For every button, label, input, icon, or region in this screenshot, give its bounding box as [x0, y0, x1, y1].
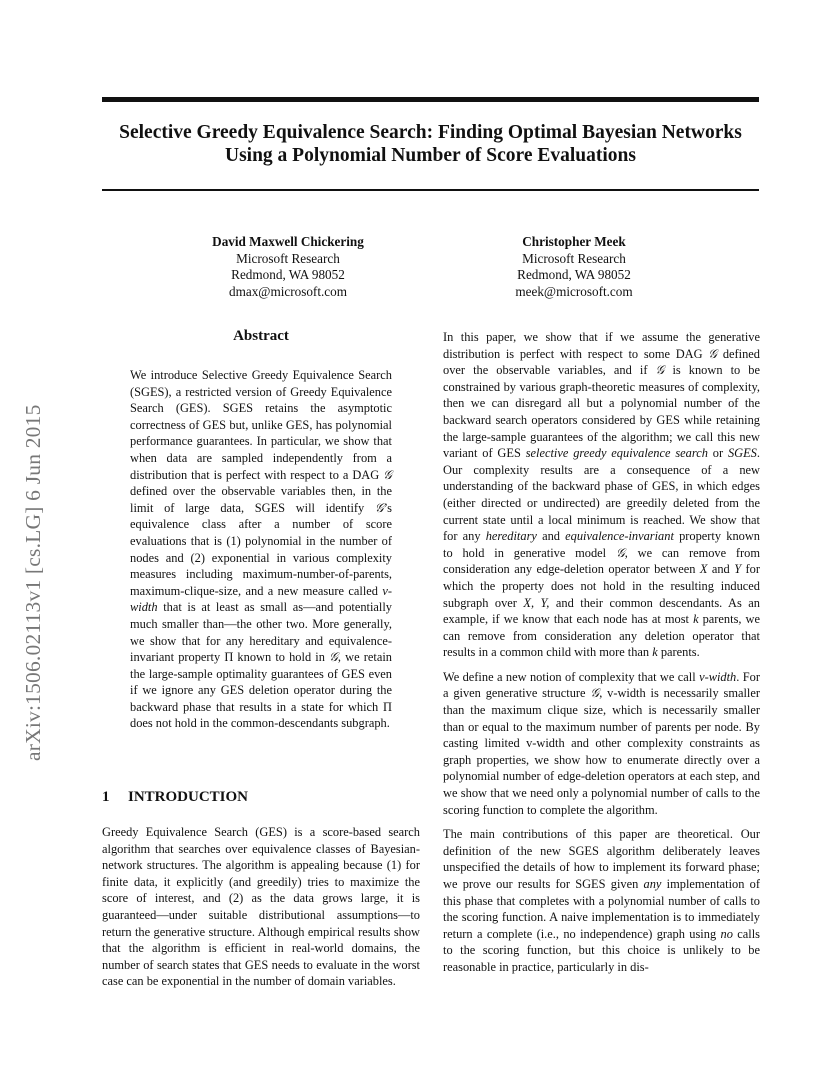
right-column	[443, 329, 760, 984]
section-heading-introduction	[102, 789, 422, 806]
author-org: Microsoft Research	[522, 250, 626, 266]
author-block-2	[474, 234, 674, 300]
author-address: Redmond, WA 98052	[517, 267, 631, 282]
section-title: INTRODUCTION	[128, 789, 249, 805]
author-block-1	[188, 234, 388, 300]
paper-title	[102, 121, 759, 167]
abstract-heading: Abstract	[233, 328, 289, 344]
author-address: Redmond, WA 98052	[231, 267, 345, 282]
title-line-2: Using a Polynomial Number of Score Evaluations	[225, 145, 636, 166]
author-org: Microsoft Research	[236, 250, 340, 266]
body-paragraph: We define a new notion of complexity that we call v-width. For a given generative structure 𝒢, v-width is necessarily smaller than the maximum clique size, which is necessarily smaller than or equal to the maximum number of parents per node. By casting limited v-width and other complexity constraints as graph properties, we show how to enumerate directly over a polynomial number of edge-deletion operators at each step, and we show that we need only a polynomial number of calls to the scoring function to complete the algorithm.	[443, 669, 760, 817]
arxiv-stamp: arXiv:1506.02113v1 [cs.LG] 6 Jun 2015	[21, 404, 45, 761]
abstract-text: We introduce Selective Greedy Equivalence Search (SGES), a restricted version of Greedy Equivalence Search (GES). SGES retains the asymptotic correctness of GES but, unlike GES, has polynomial performance guarantees. In particular, we show that when data are sampled independently from a distribution that is perfect with respect to a DAG 𝒢 defined over the observable variables then, in the limit of large data, SGES will identify 𝒢’s equivalence class after a number of score evaluations that is (1) polynomial in the number of nodes and (2) exponential in various complexity measures including maximum-number-of-parents, maximum-clique-size, and a new measure called v-width that is at least as small as—and potentially much smaller than—the other two. More generally, we show that for any hereditary and equivalence-invariant property Π known to hold in 𝒢, we retain the large-sample optimality guarantees of GES even if we ignore any GES deletion operator during the backward phase that results in a state for which Π does not hold in the common-descendants subgraph.	[130, 368, 392, 731]
section-number: 1	[102, 789, 110, 805]
body-paragraph: The main contributions of this paper are theoretical. Our definition of the new SGES algorithm deliberately leaves unspecified the details of how to implement its forward phase; we prove our results for SGES given any implementation of this phase that completes with a polynomial number of calls to the scoring function. A naive implementation is to immediately return a complete (i.e., no independence) graph using no calls to the scoring function, but this choice is unlikely to be reasonable in practice, particularly in dis-	[443, 827, 761, 974]
title-line-1: Selective Greedy Equivalence Search: Finding Optimal Bayesian Networks	[119, 122, 742, 143]
author-email: meek@microsoft.com	[515, 283, 633, 299]
author-email: dmax@microsoft.com	[229, 283, 347, 299]
body-paragraph: In this paper, we show that if we assume the generative distribution is perfect with respect to some DAG 𝒢 defined over the observable variables, and if 𝒢 is known to be constrained by various graph-theoretic measures of complexity, then we can disregard all but a polynomial number of the backward search operators considered by GES while retaining the large-sample guarantees of the algorithm; we call this new variant of GES selective greedy equivalence search or SGES. Our complexity results are a consequence of a new understanding of the backward phase of GES, in which edges (either directed or undirected) are greedily deleted from the current state until a local minimum is reached. We show that for any hereditary and equivalence-invariant property known to hold in generative model 𝒢, we can remove from consideration any edge-deletion operator between X and Y for which the property does not hold in the resulting induced subgraph over X, Y, and their common descendants. As an example, if we know that each node has at most k parents, we can remove from consideration any deletion operator that results in a common child with more than k parents.	[443, 330, 760, 660]
author-name: Christopher Meek	[522, 234, 626, 249]
top-rule	[102, 97, 759, 102]
intro-paragraph-1: Greedy Equivalence Search (GES) is a score-based search algorithm that searches over equivalence classes of Bayesian-network structures. The algorithm is appealing because (1) for finite data, it explicitly (and greedily) tries to maximize the score of interest, and (2) as the data grows large, it is guaranteed—under suitable distributional assumptions—to return the generative structure. Although empirical results show that the algorithm is efficient in real-world domains, the number of search states that GES needs to evaluate in the worst case can be exponential in the number of domain variables.	[102, 825, 420, 989]
author-name: David Maxwell Chickering	[212, 234, 364, 249]
title-rule	[102, 189, 759, 191]
